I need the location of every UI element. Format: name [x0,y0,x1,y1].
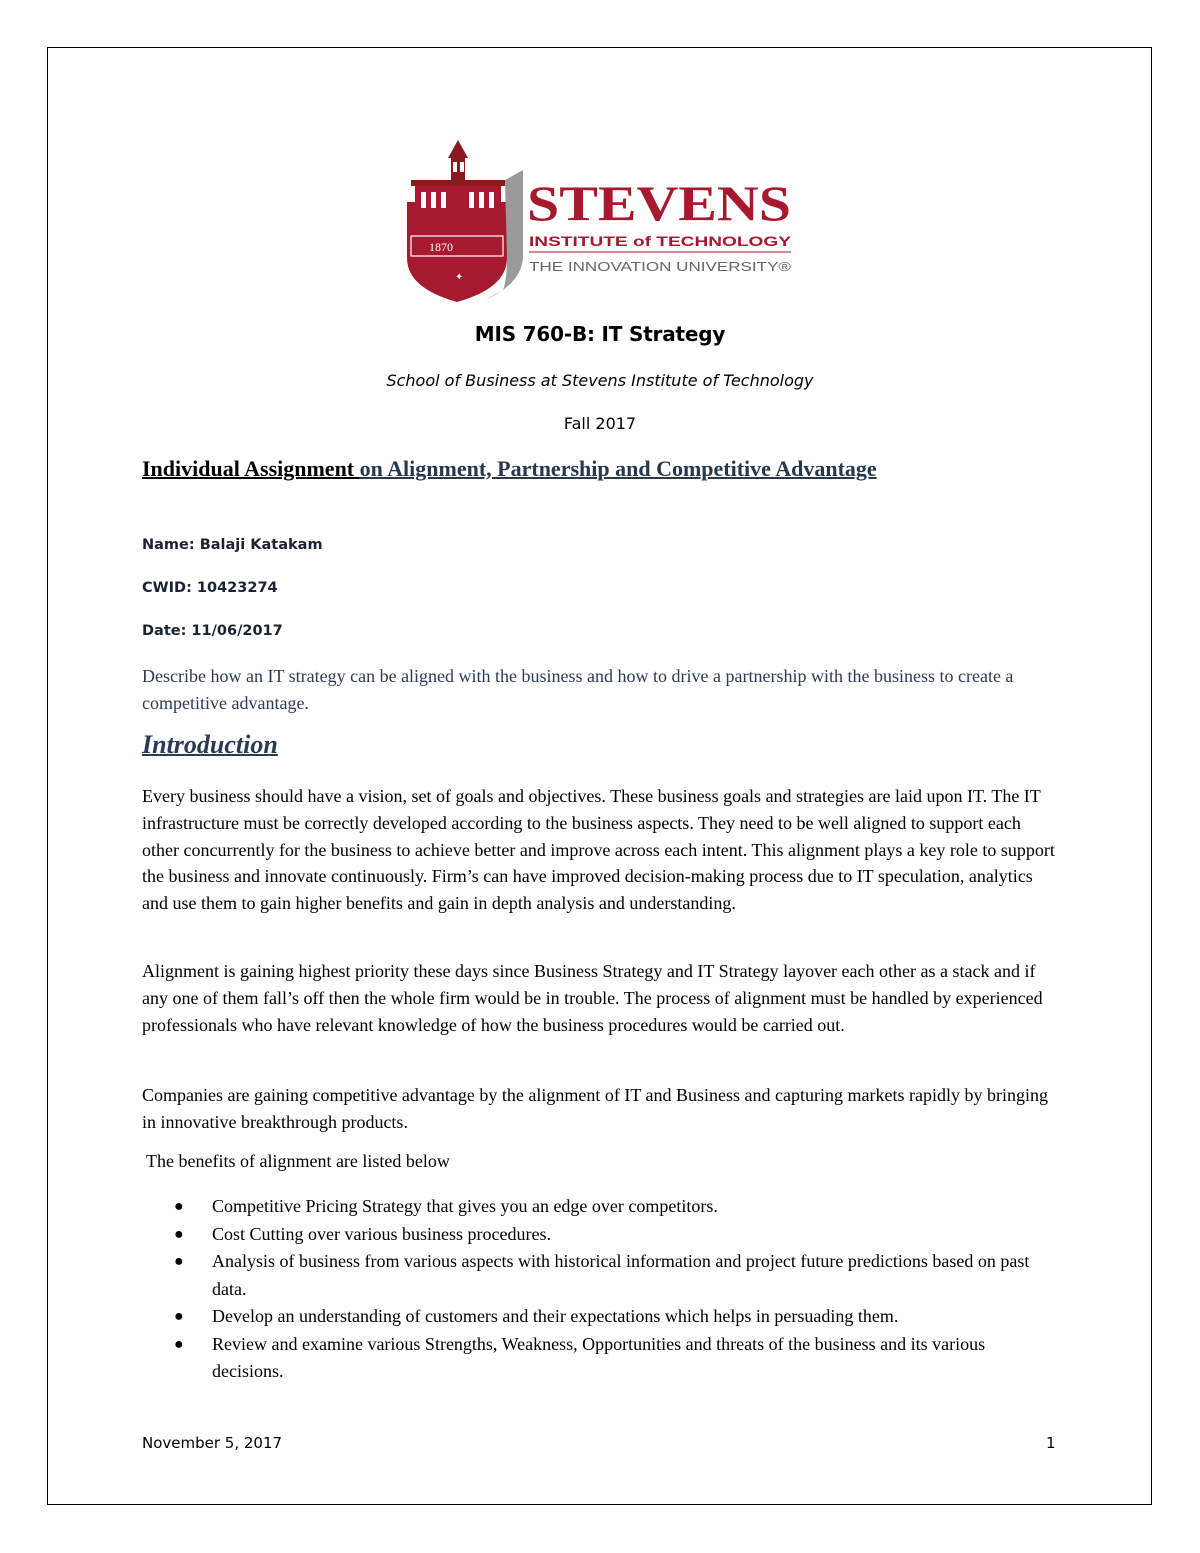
svg-text:✦: ✦ [455,272,464,283]
submission-date: Date: 11/06/2017 [142,623,283,639]
shield-emblem [407,140,523,302]
page-number: 1 [1046,1434,1056,1452]
logo-tagline: THE INNOVATION UNIVERSITY® [529,259,792,274]
logo-wordmark: STEVENS [527,175,791,231]
student-cwid: CWID: 10423274 [142,580,278,596]
list-item [142,1248,1057,1303]
intro-paragraph: Alignment is gaining highest priority these days since Business Strategy and IT Strategy layover each other as a stack and if any one of them fall’s off then the whole firm would be in trouble. The process of alignment must be handled by experienced professionals who have relevant knowledge of how the business procedures would be carried out. [142,961,1043,1035]
list-item-text: Review and examine various Strengths, Weakness, Opportunities and threats of the business and its various decisions. [212,1333,986,1381]
list-item-text: Analysis of business from various aspects with historical information and project future predictions based on past data. [212,1251,1030,1299]
footer-date: November 5, 2017 [142,1434,283,1452]
list-item [142,1193,1057,1221]
logo-institute: INSTITUTE of TECHNOLOGY [529,233,792,249]
logo-year: 1870 [429,240,453,254]
course-title: MIS 760-B: IT Strategy [474,322,726,346]
bullet-icon: ● [174,1335,184,1353]
list-item [142,1221,1057,1249]
benefits-intro: The benefits of alignment are listed below [146,1151,450,1171]
list-item [142,1303,1057,1331]
intro-paragraph: Companies are gaining competitive advantage by the alignment of IT and Business and capturing markets rapidly by bringing in innovative breakthrough products. [142,1085,1048,1132]
intro-paragraph: Every business should have a vision, set of goals and objectives. These business goals and strategies are laid upon IT. The IT infrastructure must be correctly developed according to the business aspects. They need to be well aligned to support each other concurrently for the business to achieve better and improve across each intent. This alignment plays a key role to support the business and innovate continuously. Firm’s can have improved decision-making process due to IT speculation, analytics and use them to gain higher benefits and gain in depth analysis and understanding. [142,786,1055,914]
list-item-text: Competitive Pricing Strategy that gives you an edge over competitors. [212,1196,718,1216]
list-item [142,1331,1057,1386]
bullet-icon: ● [174,1253,184,1270]
school-name: School of Business at Stevens Institute of Technology [386,371,814,390]
bullet-icon: ● [174,1198,184,1215]
assignment-title-part1: Individual Assignment [142,456,360,481]
introduction-heading: Introduction [142,730,278,759]
stevens-logo [405,140,797,302]
bullet-icon: ● [174,1225,184,1243]
benefits-list [142,1193,1057,1386]
student-name: Name: Balaji Katakam [142,537,323,553]
list-item-text: Develop an understanding of customers and their expectations which helps in persuading them. [212,1306,899,1326]
assignment-title [142,456,877,482]
assignment-prompt: Describe how an IT strategy can be aligned with the business and how to drive a partnership with the business to create a competitive advantage. [142,666,1014,713]
bullet-icon: ● [174,1308,184,1325]
term: Fall 2017 [563,414,637,433]
list-item-text: Cost Cutting over various business procedures. [212,1223,551,1244]
assignment-title-part2: on Alignment, Partnership and Competitive Advantage [359,456,877,481]
